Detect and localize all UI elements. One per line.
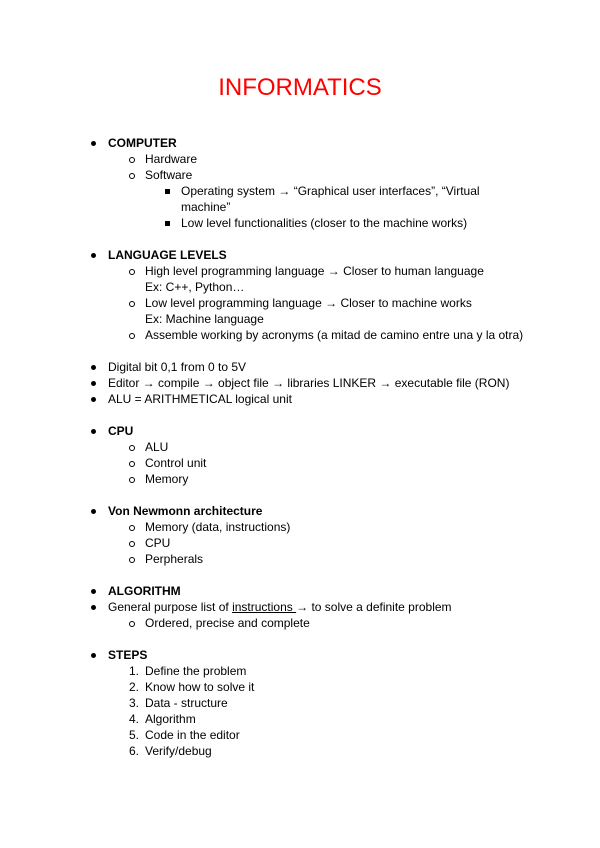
- step-item: Algorithm: [145, 712, 196, 726]
- list-item-continuation: Ex: C++, Python…: [145, 280, 245, 294]
- heading-cpu: CPU: [108, 424, 134, 438]
- list-item: ALU: [145, 440, 169, 454]
- circle-bullet-icon: [129, 557, 135, 563]
- bullet-icon: [91, 653, 96, 658]
- step-item: Data - structure: [145, 696, 228, 710]
- square-bullet-icon: [165, 221, 170, 226]
- list-item: Operating system → “Graphical user interfaces”, “Virtual: [181, 184, 480, 198]
- list-item: [108, 599, 452, 615]
- text: General purpose list of: [108, 600, 233, 614]
- list-item: Control unit: [145, 456, 207, 470]
- text: → to solve a definite problem: [296, 600, 452, 614]
- list-item: Software: [145, 168, 193, 182]
- bullet-icon: [91, 397, 96, 402]
- list-item: Assemble working by acronyms (a mitad de camino entre una y la otra): [145, 328, 524, 342]
- heading-computer: COMPUTER: [108, 136, 177, 150]
- bullet-icon: [91, 253, 96, 258]
- step-number: 1.: [128, 664, 139, 678]
- heading-language-levels: LANGUAGE LEVELS: [108, 248, 227, 262]
- list-item-continuation: machine”: [181, 200, 231, 214]
- step-number: 2.: [128, 680, 139, 694]
- bullet-icon: [91, 605, 96, 610]
- list-item: CPU: [145, 536, 171, 550]
- list-item: Memory (data, instructions): [145, 520, 291, 534]
- step-item: Code in the editor: [145, 728, 240, 742]
- circle-bullet-icon: [129, 445, 135, 451]
- list-item: Digital bit 0,1 from 0 to 5V: [108, 360, 247, 374]
- bullet-icon: [91, 365, 96, 370]
- heading-von-newmonn: Von Newmonn architecture: [108, 504, 263, 518]
- list-item: ALU = ARITHMETICAL logical unit: [108, 392, 292, 406]
- step-number: 3.: [128, 696, 139, 710]
- list-item: Low level programming language → Closer to machine works: [145, 296, 472, 310]
- step-item: Define the problem: [145, 664, 247, 678]
- step-item: Know how to solve it: [145, 680, 255, 694]
- list-item: Perpherals: [145, 552, 204, 566]
- list-item-continuation: Ex: Machine language: [145, 312, 264, 326]
- bullet-icon: [91, 429, 96, 434]
- circle-bullet-icon: [129, 157, 135, 163]
- bullet-icon: [91, 141, 96, 146]
- bullet-icon: [91, 589, 96, 594]
- circle-bullet-icon: [129, 461, 135, 467]
- list-item: Editor → compile → object file → libraries LINKER → executable file (RON): [108, 376, 510, 390]
- list-item: Ordered, precise and complete: [145, 616, 310, 630]
- list-item: Low level functionalities (closer to the machine works): [181, 216, 468, 230]
- list-item: Memory: [145, 472, 189, 486]
- list-item: Hardware: [145, 152, 198, 166]
- heading-steps: STEPS: [108, 648, 148, 662]
- document-title: INFORMATICS: [218, 74, 382, 101]
- bullet-icon: [91, 381, 96, 386]
- heading-algorithm: ALGORITHM: [108, 584, 181, 598]
- list-item: High level programming language → Closer to human language: [145, 264, 484, 278]
- circle-bullet-icon: [129, 525, 135, 531]
- circle-bullet-icon: [129, 301, 135, 307]
- circle-bullet-icon: [129, 173, 135, 179]
- step-number: 4.: [128, 712, 139, 726]
- circle-bullet-icon: [129, 541, 135, 547]
- step-number: 5.: [128, 728, 139, 742]
- circle-bullet-icon: [129, 269, 135, 275]
- square-bullet-icon: [165, 189, 170, 194]
- circle-bullet-icon: [129, 621, 135, 627]
- step-number: 6.: [128, 744, 139, 758]
- circle-bullet-icon: [129, 333, 135, 339]
- step-item: Verify/debug: [145, 744, 212, 758]
- bullet-icon: [91, 509, 96, 514]
- circle-bullet-icon: [129, 477, 135, 483]
- underlined-text: instructions: [232, 600, 297, 614]
